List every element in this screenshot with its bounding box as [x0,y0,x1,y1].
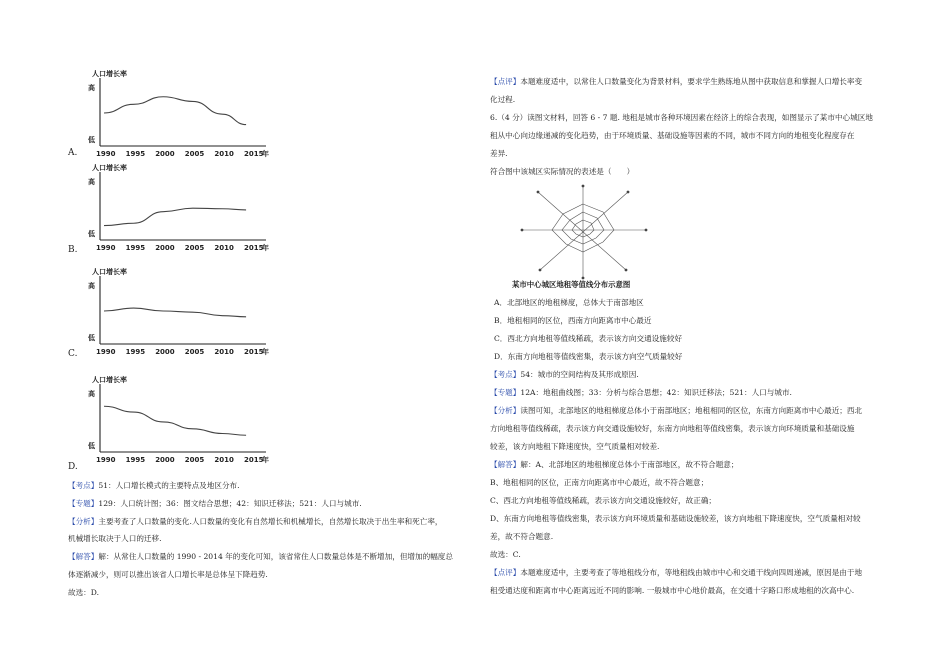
r-dianping2-text-1: 本题难度适中，主要考查了等地租线分布，等地租线由城市中心和交通干线向四周递减，原因是由于地 [520,568,863,577]
y-axis-high-label: 高 [88,390,95,398]
y-axis-label: 人口增长率 [92,376,127,384]
answer-line: 故选：D. [68,588,100,597]
series-line [104,406,246,435]
series-line [104,308,246,317]
diagram-caption: 某市中心城区地租等值线分布示意图 [512,280,631,289]
graph-d-svg [86,372,286,468]
graph-option-b [86,160,286,256]
zhuanti-tag: 【专题】 [68,499,99,508]
x-tick-label: 2005 [184,150,205,158]
r-zhuanti-line [490,387,792,398]
r-fenxi-line-2: 方向地租等值线稀疏，表示该方向交通设施较好，东南方向地租等值线密集，表示该方向环境质量和基础设施 [490,424,855,433]
x-tick-label: 2015 [244,456,264,464]
r-jieda-line-3: C、西北方向地租等值线稀疏，表示该方向交通设施较好，故正确； [490,496,717,505]
graph-option-d [86,372,286,468]
x-axis-unit: 年 [262,244,269,252]
graph-b-svg [86,160,286,256]
x-axis-unit: 年 [262,456,269,464]
x-tick-label: 1990 [96,456,116,464]
x-axis-unit: 年 [262,348,269,356]
x-tick-label: 2010 [214,150,234,158]
graph-a-svg [86,66,286,162]
y-axis-low-label: 低 [88,230,95,238]
option-c[interactable]: C．西北方向地租等值线稀疏，表示该方向交通设施较好 [494,334,683,343]
q6-line-2: 租从中心向边缘递减的变化趋势，由于环境质量、基础设施等因素的不同，城市不同方向的地租变化程度存在 [490,131,855,140]
r-jieda-line-2: B、地租相同的区位，正南方向距离市中心最近，故不符合题意； [490,478,709,487]
r-jieda-tag: 【解答】 [490,460,521,469]
dot-sw [539,269,542,272]
y-axis-label: 人口增长率 [92,164,127,172]
x-tick-label: 2000 [155,456,175,464]
r-dianping2-line-2: 租受通达度和距离市中心距离远近不同的影响. 一般城市中心地价最高，在交通十字路口形成地租的次高中心. [490,586,855,595]
q6-line-1: 6.（4 分）读图文材料，回答 6 - 7 题. 地租是城市各种环境因素在经济上的综合表现，如图显示了某市中心城区地 [490,113,873,122]
x-tick-label: 1995 [125,348,146,356]
jieda-line-2: 体逐渐减少，则可以推出该省人口增长率是总体呈下降趋势. [68,570,268,579]
x-tick-label: 2010 [214,348,234,356]
y-axis-label: 人口增长率 [92,70,127,78]
dot-se [625,269,628,272]
dot-w [521,229,524,232]
x-tick-label: 2005 [184,244,205,252]
kaodian-line [68,480,240,491]
x-tick-label: 2005 [184,348,205,356]
option-a[interactable]: A．北部地区的地租梯度，总体大于南部地区 [494,298,644,307]
y-axis-low-label: 低 [88,136,95,144]
dianping-line-2: 化过程. [490,95,516,104]
zhuanti-text: 129：人口统计图；36：图文结合思想；42：知识迁移法；521：人口与城市. [98,499,362,508]
fenxi-line-1 [68,516,443,527]
kaodian-text: 51：人口增长模式的主要特点及地区分布. [98,481,240,490]
fenxi-line-2: 机械增长取决于人口的迁移. [68,534,162,543]
x-tick-label: 2000 [155,150,175,158]
q6-line-3: 差异. [490,149,508,158]
dianping-text-1: 本题难度适中，以常住人口数量变化为背景材料，要求学生熟练地从图中获取信息和掌握人口增长率变 [520,77,863,86]
x-tick-label: 1995 [125,150,146,158]
x-tick-label: 2000 [155,244,175,252]
series-line [104,97,246,125]
r-dianping2-line-1 [490,567,862,578]
fenxi-text-1: 主要考查了人口数量的变化.人口数量的变化有自然增长和机械增长，自然增长取决于出生率和死亡率， [98,517,443,526]
r-fenxi-line-3: 较差，该方向地租下降速度快，空气质量相对较差. [490,442,660,451]
graph-option-a [86,66,286,162]
graph-option-c [86,264,286,360]
r-kaodian-line [490,369,639,380]
jieda-line-1 [68,551,453,562]
q6-stem: 符合图中该城区实际情况的表述是（ ） [490,167,635,176]
r-fenxi-tag: 【分析】 [490,406,521,415]
x-tick-label: 2000 [155,348,175,356]
option-label-d[interactable]: D. [68,462,78,472]
dot-n [582,185,585,188]
y-axis-low-label: 低 [88,442,95,450]
y-axis-label: 人口增长率 [92,268,127,276]
option-label-c[interactable]: C. [68,349,78,359]
r-jieda-line-4: D、东南方向地租等值线密集，表示该方向环境质量和基础设施较差，该方向地租下降速度快，空气质量相对较 [490,514,861,523]
land-rent-diagram-svg [508,182,658,292]
dianping-line-1 [490,76,862,87]
y-axis-high-label: 高 [88,178,95,186]
x-tick-label: 1990 [96,150,116,158]
r-jieda-line-5: 差，故不符合题意. [490,532,554,541]
r-fenxi-text-1: 读图可知，北部地区的地租梯度总体小于南部地区；地租相同的区位，东南方向距离市中心最近；西北 [520,406,863,415]
x-tick-label: 2015 [244,150,264,158]
r-answer-line: 故选：C. [490,550,521,559]
option-d[interactable]: D．东南方向地租等值线密集，表示该方向空气质量较好 [494,352,683,361]
dot-ne [627,191,630,194]
x-tick-label: 2015 [244,348,264,356]
kaodian-tag: 【考点】 [68,481,99,490]
option-label-a[interactable]: A. [68,148,78,158]
option-b[interactable]: B．地租相同的区位，西南方向距离市中心最近 [494,316,652,325]
r-zhuanti-text: 12A：地租曲线图；33：分析与综合思想；42：知识迁移法；521：人口与城市. [520,388,792,397]
x-tick-label: 2010 [214,244,234,252]
r-jieda-line-1 [490,459,738,470]
r-kaodian-tag: 【考点】 [490,370,521,379]
r-zhuanti-tag: 【专题】 [490,388,521,397]
dianping-tag: 【点评】 [490,77,521,86]
x-axis-unit: 年 [262,150,269,158]
fenxi-tag: 【分析】 [68,517,99,526]
jieda-text-1: 解：从常住人口数量的 1990 - 2014 年的变化可知，该省常住人口数量总体是不断增加，但增加的幅度总 [98,552,453,561]
r-jieda-text-1: 解：A、北部地区的地租梯度总体小于南部地区，故不符合题意； [520,460,739,469]
y-axis-high-label: 高 [88,84,95,92]
r-kaodian-text: 54：城市的空间结构及其形成原因. [520,370,639,379]
x-tick-label: 1990 [96,348,116,356]
x-tick-label: 2005 [184,456,205,464]
x-tick-label: 1995 [125,244,146,252]
series-line [104,208,246,225]
r-fenxi-line-1 [490,405,862,416]
r-dianping2-tag: 【点评】 [490,568,521,577]
y-axis-low-label: 低 [88,334,95,342]
x-tick-label: 2015 [244,244,264,252]
x-tick-label: 1990 [96,244,116,252]
option-label-b[interactable]: B. [68,245,78,255]
jieda-tag: 【解答】 [68,552,99,561]
zhuanti-line [68,498,362,509]
x-tick-label: 1995 [125,456,146,464]
graph-c-svg [86,264,286,360]
land-rent-diagram [508,182,658,292]
dot-e [645,229,648,232]
dot-nw [537,191,540,194]
x-tick-label: 2010 [214,456,234,464]
y-axis-high-label: 高 [88,282,95,290]
